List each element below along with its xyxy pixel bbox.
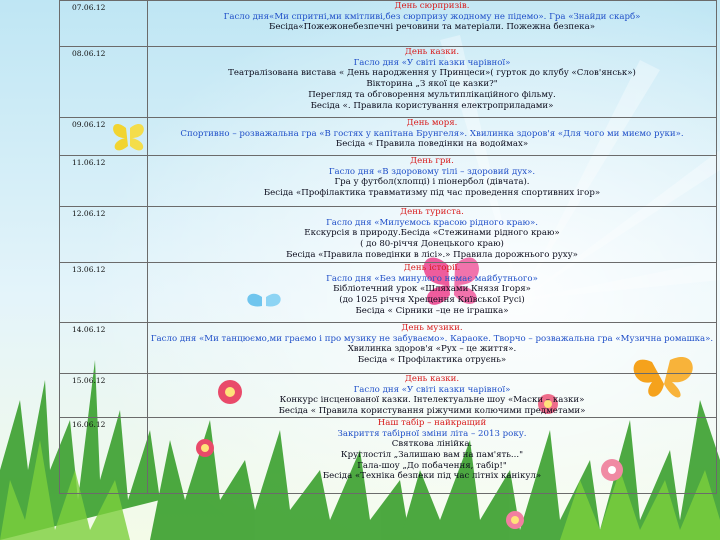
- activity-line: Конкурс інсценованої казки. Інтелектуальне шоу «Маски – казки»: [279, 395, 585, 406]
- activity-line: ( до 80-річчя Донецького краю): [360, 239, 504, 250]
- row-date: 09.06.12: [60, 118, 148, 156]
- row-date: 16.06.12: [60, 417, 148, 493]
- day-title: День історії.: [403, 263, 461, 273]
- day-title: День гри.: [410, 156, 454, 166]
- row-date: 08.06.12: [60, 47, 148, 118]
- row-date: 14.06.12: [60, 323, 148, 374]
- day-motto: Закриття табірної зміни літа – 2013 року.: [337, 428, 527, 439]
- day-motto: Гасло дня «У світі казки чарівної»: [353, 384, 511, 395]
- schedule-table-container: [59, 0, 717, 540]
- row-content: [148, 263, 717, 323]
- schedule-row: [60, 47, 717, 118]
- schedule-row: [60, 156, 717, 207]
- day-title: День туриста.: [400, 207, 464, 217]
- day-title: День музики.: [401, 323, 463, 333]
- row-content: [148, 1, 717, 47]
- day-motto: Гасло дня «Ми танцюємо,ми граємо і про музику не забуваємо». Караоке. Творчо – розважальна гра «Музична ромашка».: [150, 333, 714, 344]
- row-content: [148, 417, 717, 493]
- activity-line: Круглостіл „Залишаю вам на пам'ять...": [340, 449, 524, 460]
- activity-line: Гала-шоу „До побачення, табір!": [357, 460, 507, 471]
- activity-line: Гра у футбол(хлопці) і піонербол (дівчата).: [334, 177, 530, 188]
- activity-line: Бесіда «Профілактика травматизму під час проведення спортивних ігор»: [263, 188, 601, 199]
- day-title: День казки.: [404, 47, 460, 57]
- row-content: [148, 156, 717, 207]
- activity-line: Бібліотечний урок «Шляхами Князя Ігоря»: [333, 284, 531, 295]
- day-title: День сюрпризів.: [394, 1, 470, 11]
- schedule-row: [60, 417, 717, 493]
- schedule-row: [60, 263, 717, 323]
- activity-line: Екскурсія в природу.Бесіда «Стежинами рідного краю»: [304, 228, 560, 239]
- row-content: [148, 207, 717, 263]
- activity-line: Бесіда « Правила поведінки на водоймах»: [335, 139, 529, 150]
- activity-line: (до 1025 річчя Хрещення Київської Русі): [339, 295, 525, 306]
- activity-line: Бесіда «Правила поведінки в лісі».» Правила дорожнього руху»: [286, 249, 578, 260]
- row-content: [148, 118, 717, 156]
- day-motto: Гасло дня «В здоровому тілі – здоровий дух».: [328, 166, 536, 177]
- row-date: 12.06.12: [60, 207, 148, 263]
- activity-line: Бесіда « Сірники –це не іграшка»: [355, 305, 509, 316]
- row-content: [148, 323, 717, 374]
- row-date: 15.06.12: [60, 374, 148, 418]
- schedule-row: [60, 374, 717, 418]
- activity-line: Вікторина „З якої це казки?": [366, 79, 498, 90]
- activity-line: Театралізована вистава « День народження у Принцеси»( гурток до клубу «Слов'янськ»): [228, 68, 636, 79]
- day-motto: Гасло дня «Без минулого немає майбутнього»: [326, 273, 538, 284]
- row-date: 07.06.12: [60, 1, 148, 47]
- day-motto: Гасло дня «Милуємось красою рідного краю».: [326, 217, 538, 228]
- row-date: 11.06.12: [60, 156, 148, 207]
- activity-line: Бесіда «. Правила користування електроприладами»: [310, 100, 554, 111]
- day-title: Наш табір – найкращий: [377, 417, 487, 428]
- day-motto: Гасло дня«Ми спритні,ми кмітливі,без сюрпризу жодному не підемо». Гра «Знайди скарб»: [223, 11, 641, 22]
- day-title: День моря.: [406, 118, 458, 128]
- activity-line: Перегляд та обговорення мультиплікаційного фільму.: [308, 89, 556, 100]
- day-motto: Спортивно – розважальна гра «В гостях у капітана Брунгеля». Хвилинка здоров'я «Для чого ми миємо руки».: [180, 128, 684, 139]
- activity-line: Бесіда « Правила користування ріжучими колючими предметами»: [278, 406, 586, 417]
- activity-line: Бесіда «Техніка безпеки під час літніх канікул»: [322, 471, 542, 482]
- activity-line: Бесіда«Пожежонебезпечні речовини та матеріали. Пожежна безпека»: [269, 22, 595, 33]
- schedule-row: [60, 207, 717, 263]
- schedule-row: [60, 1, 717, 47]
- schedule-row: [60, 118, 717, 156]
- row-content: [148, 374, 717, 418]
- row-date: 13.06.12: [60, 263, 148, 323]
- activity-line: Святкова лінійка.: [391, 439, 473, 450]
- day-title: День казки.: [404, 374, 460, 384]
- schedule-row: [60, 323, 717, 374]
- activity-line: Бесіда « Профілактика отруєнь»: [357, 355, 507, 366]
- day-motto: Гасло дня «У світі казки чарівної»: [353, 57, 511, 68]
- schedule-table: [59, 0, 717, 494]
- activity-line: Хвилинка здоров'я «Рух – це життя».: [347, 344, 517, 355]
- row-content: [148, 47, 717, 118]
